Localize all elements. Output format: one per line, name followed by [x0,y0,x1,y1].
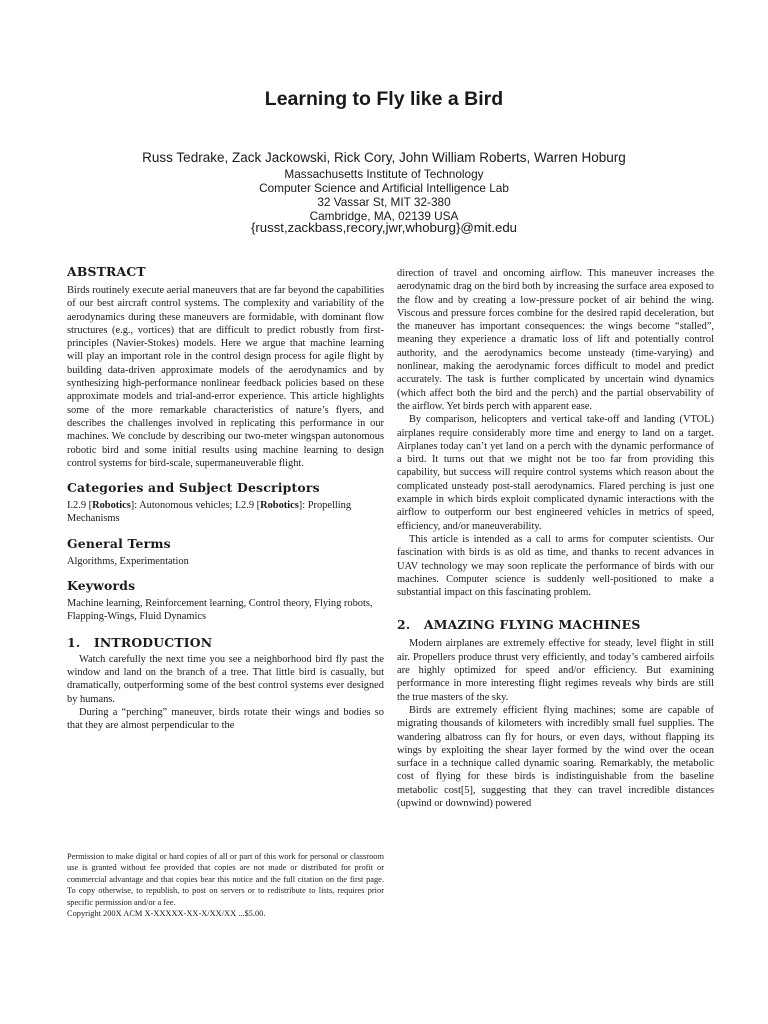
category-robotics: Robotics [260,500,299,512]
abstract-text: Birds routinely execute aerial maneuvers that are far beyond the capabilities of our best aircraft control systems. The complexity and variability of the aerodynamics during these maneuvers are formidable, with dominant flow structures (e.g., vortices) that are difficult to predict robustly from first-principles (Navier-Stokes) models. Here we argue that machine learning will play an important role in the control design process for agile flight by building data-driven approximate models of the aerodynamics and by synthesizing high-performance nonlinear feedback policies based on these approximate models and trial-and-error experience. This article highlights some of the more remarkable characteristics of nature’s flyers, and describes the challenges involved in replicating this performance in our machines. We conclude by describing our two-meter wingspan autonomous robotic bird and some initial results using machine learning to design control systems for bird-scale, supermaneuverable flight. [67,285,384,469]
abstract-heading: ABSTRACT [67,264,146,279]
body-paragraph: Birds are extremely efficient flying machines; some are capable of migrating thousands of kilometers with incredibly small fuel supplies. The wandering albatross can fly for hours, or even days, without flapping its wings by exploiting the shear layer formed by the wind over the ocean surface in a technique called dynamic soaring. Remarkably, the metabolic cost of flying for these birds is indistinguishable from the baseline metabolic cost[5], suggesting that they can travel incredible distances (upwind or downwind) powered [397,704,714,809]
affiliation-line: 32 Vassar St, MIT 32-380 [317,195,451,209]
categories-text [67,499,384,526]
body-paragraph: direction of travel and oncoming airflow. This maneuver increases the aerodynamic drag on the bird both by increasing the surface area exposed to the flow and by creating a low-pressure pocket of air behind the wing. Viscous and pressure forces combine for the desired rapid deceleration, but the maneuver has important consequences: the wings become “stalled”, meaning they experience a dramatic loss of lift and potentially control authority, and the aerodynamics become unsteady (time-varying) and nonlinear, making the aerodynamic forces difficult to model and predict accurately. The task is further complicated by uncertain wind dynamics (which affect both the bird and the perch) and the partial observability of the airflow. Yet birds perch with apparent ease. [397,268,714,412]
intro-paragraph: During a “perching” maneuver, birds rotate their wings and bodies so that they are almost perpendicular to the [67,706,384,732]
author-list: Russ Tedrake, Zack Jackowski, Rick Cory, John William Roberts, Warren Hoburg [142,150,626,165]
left-column [67,264,384,732]
general-terms-heading: General Terms [67,535,171,551]
body-paragraph: Modern airplanes are extremely effective for steady, level flight in still air. Propellers produce thrust very efficiently, and today’s cambered airfoils are highly optimized for speed and/or efficiency. But examining performance in more interesting flight regimes reveals why birds are still the true masters of the sky. [397,638,714,703]
body-paragraph: This article is intended as a call to arms for computer scientists. Our fascination with birds is as old as time, and thanks to recent advances in UAV technology we may soon replicate the performance of birds with our machines. Computer science is suddenly well-positioned to make a substantial impact on this fascinating problem. [397,533,714,599]
introduction-heading: 1. INTRODUCTION [67,634,213,650]
author-emails: {russt,zackbass,recory,jwr,whoburg}@mit.edu [250,220,517,235]
keywords-text: Machine learning, Reinforcement learning, Control theory, Flying robots, Flapping-Wings, Fluid Dynamics [67,598,373,623]
paper-title: Learning to Fly like a Bird [264,88,504,110]
affiliation-block [0,167,768,223]
affiliation-line: Massachusetts Institute of Technology [284,167,484,181]
category-text: I.2.9 [ [67,500,93,512]
right-column [397,267,714,810]
category-text: ]: Propelling Mechanisms [67,500,352,525]
copyright-footnote: Permission to make digital or hard copies of all or part of this work for personal or classroom use is granted without fee provided that copies are not made or distributed for profit or commercial advantage and that copies bear this notice and the full citation on the first page. To copy otherwise, to republish, to post on servers or to redistribute to lists, requires prior specific permission and/or a fee. Copyright 200X ACM X-XXXXX-XX-X/XX/XX ...$5.00. [67,852,384,919]
intro-paragraph: Watch carefully the next time you see a neighborhood bird fly past the window and land on the branch of a tree. That little bird is casually, but dramatically, outperforming some of the best control systems ever designed by humans. [67,653,384,705]
category-text: ]: Autonomous vehicles; I.2.9 [ [130,500,261,512]
general-terms-text: Algorithms, Experimentation [67,555,189,567]
category-robotics: Robotics [92,500,131,512]
body-paragraph: By comparison, helicopters and vertical take-off and landing (VTOL) airplanes require considerably more time and energy to land on a target. Airplanes today can’t yet land on a perch with the dynamic performance of a bird. It turns out that we might not be too far from providing this capability, but success will require control systems which reason about the complicated unsteady post-stall aerodynamics. Flared perching is just one example in which birds exploit complicated dynamic interactions with the airflow to outperform our best engineered vehicles in metrics of speed, efficiency, and/or maneuverability. [397,414,714,532]
categories-heading: Categories and Subject Descriptors [67,480,320,496]
affiliation-line: Computer Science and Artificial Intelligence Lab [259,181,509,195]
keywords-heading: Keywords [67,578,136,594]
section-heading: 2. AMAZING FLYING MACHINES [397,617,641,633]
affiliation-line: Cambridge, MA, 02139 USA [309,209,459,223]
